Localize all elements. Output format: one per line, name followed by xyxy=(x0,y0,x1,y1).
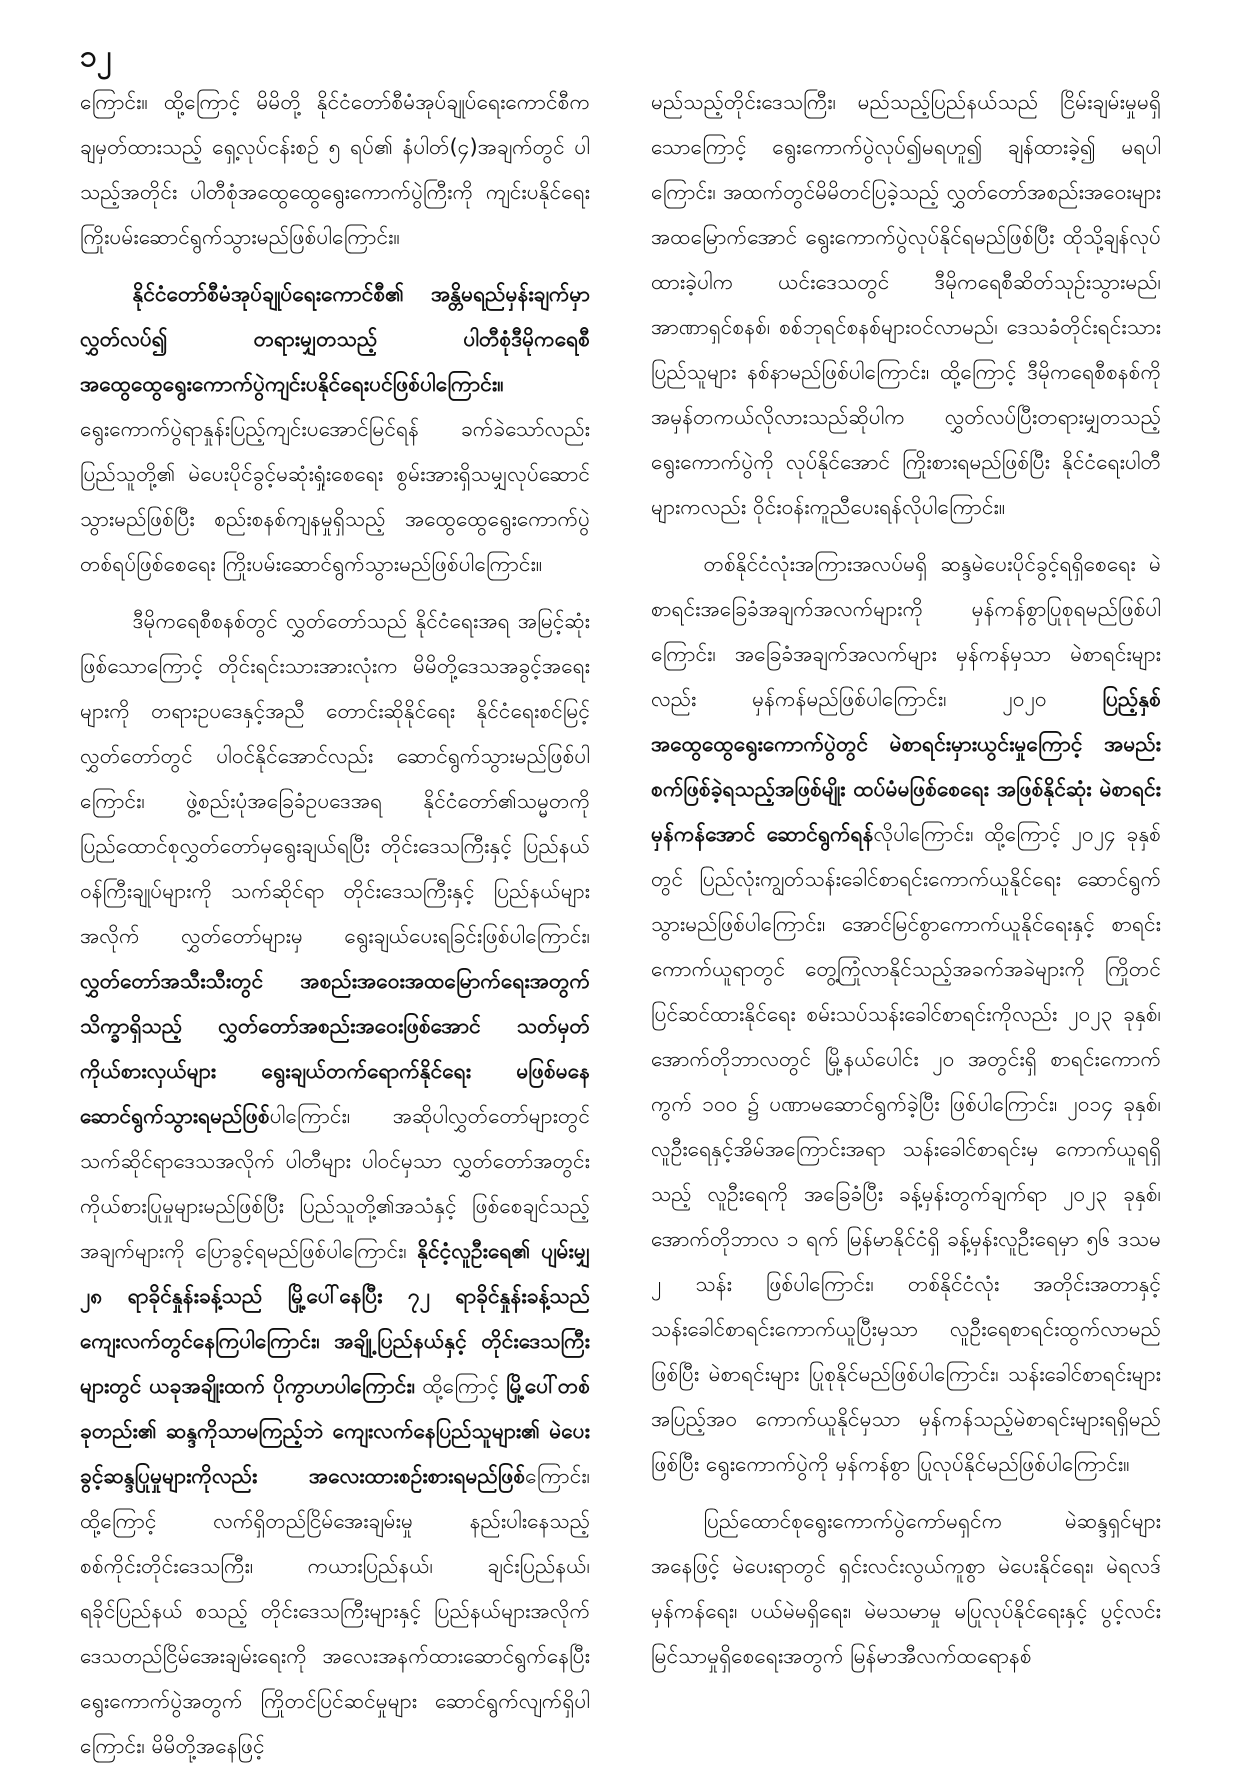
paragraph-text: တစ်နိုင်ငံလုံးအကြားအလပ်မရှိ ဆန္ဒမဲပေးပိုင်ခွင့်ရရှိစေရေး မဲစာရင်းအခြေခံအချက်အလက်များကို မှန်ကန်စွာပြုစုရမည်ဖြစ်ပါကြောင်း၊ အခြေခံအချက်အလက်များ မှန်ကန်မှသာ မဲစာရင်းများလည်း မှန်ကန်မည်ဖြစ်ပါကြောင်း၊ ၂၀၂၀ xyxy=(651,552,1161,711)
paragraph-text: ရွေးကောက်ပွဲရာနှုန်းပြည့်ကျင်းပအောင်မြင်ရန် ခက်ခဲသော်လည်း ပြည်သူတို့၏ မဲပေးပိုင်ခွင့်မဆုံးရှုံးစေရေး စွမ်းအားရှိသမျှလုပ်ဆောင်သွားမည်ဖြစ်ပြီး စည်းစနစ်ကျနမှုရှိသည့် အထွေထွေရွေးကောက်ပွဲတစ်ရပ်ဖြစ်စေရေး ကြိုးပမ်းဆောင်ရွက်သွားမည်ဖြစ်ပါကြောင်း။ xyxy=(80,417,590,576)
paragraph-text: ထို့ကြောင့် xyxy=(415,1374,507,1398)
bold-text: လွှတ်တော်အသီးသီးတွင် အစည်းအဝေးအထမြောက်ရေးအတွက် သိက္ခာရှိသည့် လွှတ်တော်အစည်းအဝေးဖြစ်အောင် သတ်မှတ်ကိုယ်စားလှယ်များ ရွေးချယ်တက်ရောက်နိုင်ရေး မဖြစ်မနေဆောင်ရွက်သွားရမည်ဖြစ် xyxy=(80,969,590,1128)
paragraph xyxy=(80,272,590,587)
paragraph-text: ကြောင်း။ ထို့ကြောင့် မိမိတို့ နိုင်ငံတော်စီမံအုပ်ချုပ်ရေးကောင်စီက ချမှတ်ထားသည့် ရှေ့လုပ်ငန်းစဉ် ၅ ရပ်၏ နံပါတ်(၄)အချက်တွင် ပါသည့်အတိုင်း ပါတီစုံအထွေထွေရွေးကောက်ပွဲကြီးကို ကျင်းပနိုင်ရေး ကြိုးပမ်းဆောင်ရွက်သွားမည်ဖြစ်ပါကြောင်း။ xyxy=(80,90,590,249)
paragraph-text: ဒီမိုကရေစီစနစ်တွင် လွှတ်တော်သည် နိုင်ငံရေးအရ အမြင့်ဆုံးဖြစ်သောကြောင့် တိုင်းရင်းသားအားလုံးက မိမိတို့ဒေသအခွင့်အရေးများကို တရားဥပဒေနှင့်အညီ တောင်းဆိုနိုင်ရေး နိုင်ငံရေးစင်မြင့်လွှတ်တော်တွင် ပါဝင်နိုင်အောင်လည်း ဆောင်ရွက်သွားမည်ဖြစ်ပါကြောင်း၊ ဖွဲ့စည်းပုံအခြေခံဥပဒေအရ နိုင်ငံတော်၏သမ္မတကို ပြည်ထောင်စုလွှတ်တော်မှရွေးချယ်ရပြီး တိုင်းဒေသကြီးနှင့် ပြည်နယ်ဝန်ကြီးချုပ်များကို သက်ဆိုင်ရာ တိုင်းဒေသကြီးနှင့် ပြည်နယ်များအလိုက် လွှတ်တော်များမှ ရွေးချယ်ပေးရခြင်းဖြစ်ပါကြောင်း၊ xyxy=(80,609,590,948)
paragraph-text: ပါကြောင်း၊ အဆိုပါလွှတ်တော်များတွင် သက်ဆိုင်ရာဒေသအလိုက် ပါတီများ ပါဝင်မှသာ လွှတ်တော်အတွင်း ကိုယ်စားပြုမှုများမည်ဖြစ်ပြီး ပြည်သူတို့၏အသံနှင့် ဖြစ်စေချင်သည့် အချက်များကို ပြောခွင့်ရမည်ဖြစ်ပါကြောင်း၊ xyxy=(80,1104,590,1263)
bold-text: နိုင်ငံတော်စီမံအုပ်ချုပ်ရေးကောင်စီ၏ အန္တိမရည်မှန်းချက်မှာ လွှတ်လပ်၍ တရားမျှတသည့် ပါတီစုံဒီမိုကရေစီအထွေထွေရွေးကောက်ပွဲကျင်းပနိုင်ရေးပင်ဖြစ်ပါကြောင်း။ xyxy=(80,282,590,396)
bold-text: မြို့ပေါ်တစ်ခုတည်း၏ ဆန္ဒကိုသာမကြည့်ဘဲ ကျေးလက်နေပြည်သူများ၏ မဲပေးခွင့်ဆန္ဒပြုမှုများကိုလည်း အလေးထားစဉ်းစားရမည်ဖြစ် xyxy=(80,1374,591,1488)
bold-text: နိုင်ငံ့လူဦးရေ၏ ပျမ်းမျှ ၂၈ ရာခိုင်နှုန်းခန့်သည် မြို့ပေါ်နေပြီး ၇၂ ရာခိုင်နှုန်းခန့်သည် ကျေးလက်တွင်နေကြပါကြောင်း၊ အချို့ပြည်နယ်နှင့် တိုင်းဒေသကြီးများတွင် ယခုအချိုးထက် ပိုကွာဟပါကြောင်း၊ xyxy=(80,1239,590,1398)
paragraph-text: ပြည်ထောင်စုရွေးကောက်ပွဲကော်မရှင်က မဲဆန္ဒရှင်များအနေဖြင့် မဲပေးရာတွင် ရှင်းလင်းလွယ်ကူစွာ မဲပေးနိုင်ရေး၊ မဲရလဒ်မှန်ကန်ရေး၊ ပယ်မဲမရှိရေး၊ မဲမသမာမှု မပြုလုပ်နိုင်ရေးနှင့် ပွင့်လင်းမြင်သာမှုရှိစေရေးအတွက် မြန်မာအီလက်ထရောနစ် xyxy=(651,1509,1161,1668)
paragraph xyxy=(80,599,590,1769)
left-column xyxy=(80,80,590,1781)
paragraph-text: လိုပါကြောင်း၊ ထို့ကြောင့် ၂၀၂၄ ခုနှစ်တွင် ပြည်လုံးကျွတ်သန်းခေါင်စာရင်းကောက်ယူနိုင်ရေး ဆောင်ရွက်သွားမည်ဖြစ်ပါကြောင်း၊ အောင်မြင်စွာကောက်ယူနိုင်ရေးနှင့် စာရင်းကောက်ယူရာတွင် တွေ့ကြုံလာနိုင်သည့်အခက်အခဲများကို ကြိုတင်ပြင်ဆင်ထားနိုင်ရေး စမ်းသပ်သန်းခေါင်စာရင်းကိုလည်း ၂၀၂၃ ခုနှစ်၊ အောက်တိုဘာလတွင် မြို့နယ်ပေါင်း ၂၀ အတွင်းရှိ စာရင်းကောက်ကွက် ၁၀၀ ၌ ပဏာမဆောင်ရွက်ခဲ့ပြီး ဖြစ်ပါကြောင်း၊ ၂၀၁၄ ခုနှစ်၊ လူဦးရေနှင့်အိမ်အကြောင်းအရာ သန်းခေါင်စာရင်းမှ ကောက်ယူရရှိသည့် လူဦးရေကို အခြေခံပြီး ခန့်မှန်းတွက်ချက်ရာ ၂၀၂၃ ခုနှစ်၊ အောက်တိုဘာလ ၁ ရက် မြန်မာနိုင်ငံရှိ ခန့်မှန်းလူဦးရေမှာ ၅၆ ဒသမ ၂ သန်း ဖြစ်ပါကြောင်း၊ တစ်နိုင်ငံလုံး အတိုင်းအတာနှင့် သန်းခေါင်စာရင်းကောက်ယူပြီးမှသာ လူဦးရေစာရင်းထွက်လာမည် ဖြစ်ပြီး မဲစာရင်းများ ပြုစုနိုင်မည်ဖြစ်ပါကြောင်း၊ သန်းခေါင်စာရင်းများ အပြည့်အဝ ကောက်ယူနိုင်မှသာ မှန်ကန်သည့်မဲစာရင်းများရရှိမည်ဖြစ်ပြီး ရွေးကောက်ပွဲကို မှန်ကန်စွာ ပြုလုပ်နိုင်မည်ဖြစ်ပါကြောင်း။ xyxy=(651,822,1161,1476)
bold-text: ပြည့်နှစ် အထွေထွေရွေးကောက်ပွဲတွင် မဲစာရင်းမှားယွင်းမှုကြောင့် အမည်းစက်ဖြစ်ခဲ့ရသည့်အဖြစ်မျိုး ထပ်မံမဖြစ်စေရေး အဖြစ်နိုင်ဆုံး မဲစာရင်းမှန်ကန်အောင် ဆောင်ရွက်ရန် xyxy=(651,687,1161,846)
paragraph-text: မည်သည့်တိုင်းဒေသကြီး၊ မည်သည့်ပြည်နယ်သည် ငြိမ်းချမ်းမှုမရှိသောကြောင့် ရွေးကောက်ပွဲလုပ်၍မရဟူ၍ ချန်ထားခဲ့၍ မရပါကြောင်း၊ အထက်တွင်မိမိတင်ပြခဲ့သည့် လွှတ်တော်အစည်းအဝေးများ အထမြောက်အောင် ရွေးကောက်ပွဲလုပ်နိုင်ရမည်ဖြစ်ပြီး ထိုသို့ချန်လုပ်ထားခဲ့ပါက ယင်းဒေသတွင် ဒီမိုကရေစီဆိတ်သုဉ်းသွားမည်၊ အာဏာရှင်စနစ်၊ စစ်ဘုရင်စနစ်များဝင်လာမည်၊ ဒေသခံတိုင်းရင်းသားပြည်သူများ နစ်နာမည်ဖြစ်ပါကြောင်း၊ ထို့ကြောင့် ဒီမိုကရေစီစနစ်ကို အမှန်တကယ်လိုလားသည်ဆိုပါက လွှတ်လပ်ပြီးတရားမျှတသည့် ရွေးကောက်ပွဲကို လုပ်နိုင်အောင် ကြိုးစားရမည်ဖြစ်ပြီး နိုင်ငံရေးပါတီများကလည်း ဝိုင်းဝန်းကူညီပေးရန်လိုပါကြောင်း။ xyxy=(651,90,1161,519)
right-column xyxy=(651,80,1161,1691)
paragraph xyxy=(80,80,590,260)
paragraph xyxy=(651,1499,1161,1679)
paragraph xyxy=(651,80,1161,530)
paragraph-text: ကြောင်း၊ ထို့ကြောင့် လက်ရှိတည်ငြိမ်အေးချမ်းမှု နည်းပါးနေသည့် စစ်ကိုင်းတိုင်းဒေသကြီး၊ ကယားပြည်နယ်၊ ချင်းပြည်နယ်၊ ရခိုင်ပြည်နယ် စသည့် တိုင်းဒေသကြီးများနှင့် ပြည်နယ်များအလိုက် ဒေသတည်ငြိမ်အေးချမ်းရေးကို အလေးအနက်ထားဆောင်ရွက်နေပြီး ရွေးကောက်ပွဲအတွက် ကြိုတင်ပြင်ဆင်မှုများ ဆောင်ရွက်လျက်ရှိပါကြောင်း၊ မိမိတို့အနေဖြင့် xyxy=(80,1464,590,1758)
page-number: ၁၂ xyxy=(80,39,112,74)
paragraph xyxy=(651,542,1161,1487)
